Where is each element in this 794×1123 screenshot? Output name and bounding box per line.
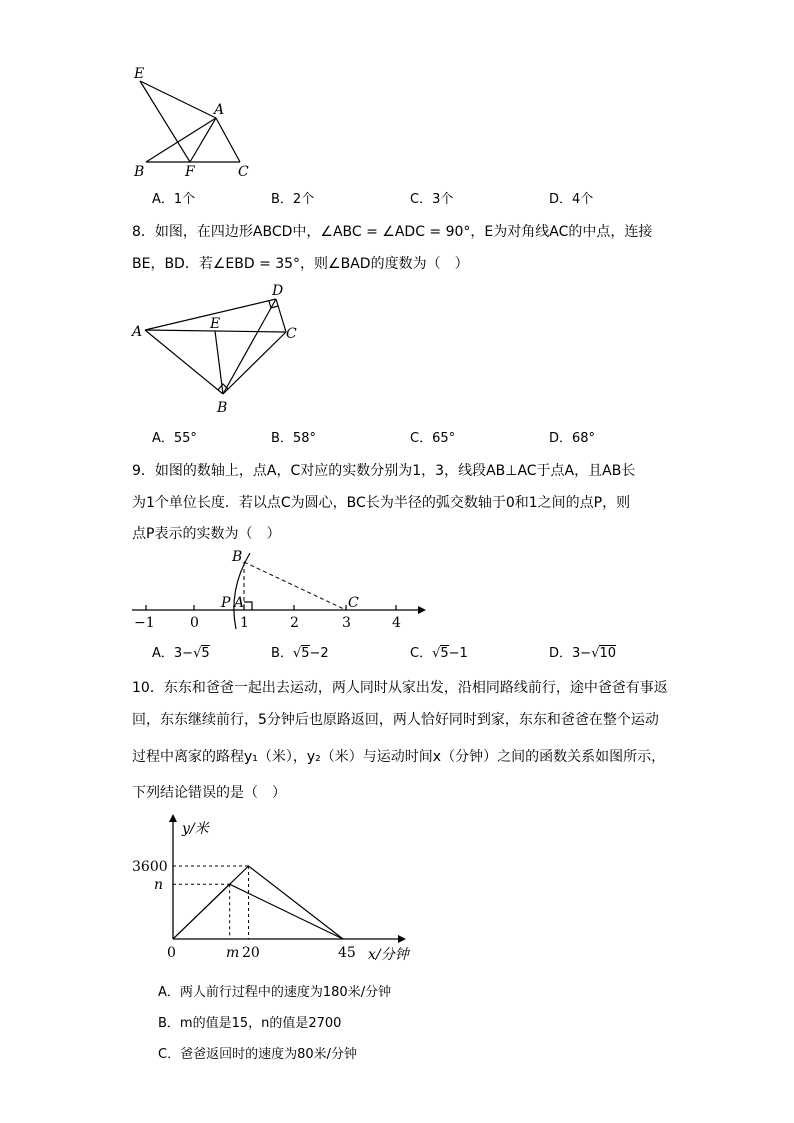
q7-label-B: B [134, 164, 145, 180]
q8-label-B: B [217, 400, 228, 416]
q7-label-A: A [214, 102, 225, 118]
q10-y-tick-n: n [154, 877, 164, 893]
q9-label-C: C [348, 595, 359, 611]
q9-tick-0: 0 [190, 615, 199, 631]
q9-option-b: B．√5−2 [271, 646, 329, 661]
q8-text-line2: BE，BD．若∠EBD = 35°，则∠BAD的度数为（ ） [132, 256, 469, 272]
q10-text-line3: 过程中离家的路程y₁（米），y₂（米）与运动时间x（分钟）之间的函数关系如图所示， [132, 749, 666, 765]
q8-option-d: D．68° [549, 431, 596, 446]
q9-text-line3: 点P表示的实数为（ ） [132, 526, 281, 542]
q10-option-a: A．两人前行过程中的速度为180米/分钟 [158, 985, 392, 1000]
q7-option-d: D．4个 [549, 192, 594, 207]
q7-option-c: C．3个 [410, 192, 454, 207]
y-axis-arrow-icon [169, 814, 177, 822]
sqrt-icon: √ [292, 646, 302, 661]
q7-label-C: C [238, 164, 249, 180]
q9-tick-2: 2 [290, 615, 299, 631]
q9-label-B: B [232, 549, 243, 565]
q10-text-line1: 10．东东和爸爸一起出去运动，两人同时从家出发，沿相同路线前行，途中爸爸有事返 [132, 680, 668, 696]
q8-option-c: C．65° [410, 431, 456, 446]
q9-option-d: D．3−√10 [549, 646, 617, 661]
q10-y-tick-3600: 3600 [132, 859, 168, 875]
q9-option-a: A．3−√5 [152, 646, 210, 661]
q10-x-tick-20: 20 [242, 945, 260, 961]
axis-arrow-icon [418, 606, 426, 614]
q10-x-tick-m: m [226, 945, 240, 961]
q8-option-a: A．55° [152, 431, 197, 446]
q9-text-line1: 9．如图的数轴上，点A，C对应的实数分别为1，3，线段AB⊥AC于点A，且AB长 [132, 463, 636, 479]
q9-tick--1: −1 [134, 615, 155, 631]
q9-label-A: A [234, 595, 245, 611]
q8-option-b: B．58° [271, 431, 316, 446]
q9-tick-4: 4 [392, 615, 401, 631]
q8-text-line1: 8．如图，在四边形ABCD中，∠ABC = ∠ADC = 90°，E为对角线AC的中点，连接 [132, 224, 653, 240]
q9-tick-1: 1 [240, 615, 249, 631]
sqrt-icon: √ [432, 646, 441, 661]
q7-figure [128, 62, 258, 182]
series-line-y2 [173, 884, 343, 939]
q10-option-b: B．m的值是15，n的值是2700 [158, 1016, 342, 1031]
q9-text-line2: 为1个单位长度．若以点C为圆心，BC长为半径的弧交数轴于0和1之间的点P，则 [132, 495, 631, 511]
q8-label-C: C [286, 326, 297, 342]
q10-option-c: C．爸爸返回时的速度为80米/分钟 [158, 1047, 357, 1062]
q7-label-F: F [185, 164, 195, 180]
q9-number-line-figure [128, 545, 428, 635]
q10-text-line4: 下列结论错误的是（ ） [132, 785, 286, 801]
q9-tick-3: 3 [342, 615, 351, 631]
q7-option-b: B．2个 [271, 192, 315, 207]
q7-option-a: A．1个 [152, 192, 196, 207]
q10-text-line2: 回，东东继续前行，5分钟后也原路返回，两人恰好同时到家，东东和爸爸在整个运动 [132, 712, 659, 728]
q10-x-tick-45: 45 [338, 945, 356, 961]
q8-figure [128, 282, 308, 422]
sqrt-icon: √ [193, 646, 202, 661]
q10-x-tick-0: 0 [167, 945, 176, 961]
q10-x-axis-label: x/分钟 [368, 947, 409, 963]
q8-label-D: D [272, 283, 284, 299]
q9-label-P: P [221, 595, 231, 611]
q10-y-axis-label: y/米 [182, 821, 209, 837]
q8-label-A: A [132, 324, 143, 340]
sqrt-icon: √ [591, 646, 600, 661]
q8-label-E: E [210, 316, 221, 332]
series-line-y1 [173, 866, 343, 939]
q7-label-E: E [134, 66, 145, 82]
q10-chart [128, 812, 428, 972]
q9-option-c: C．√5−1 [410, 646, 468, 661]
x-axis-arrow-icon [398, 935, 406, 943]
